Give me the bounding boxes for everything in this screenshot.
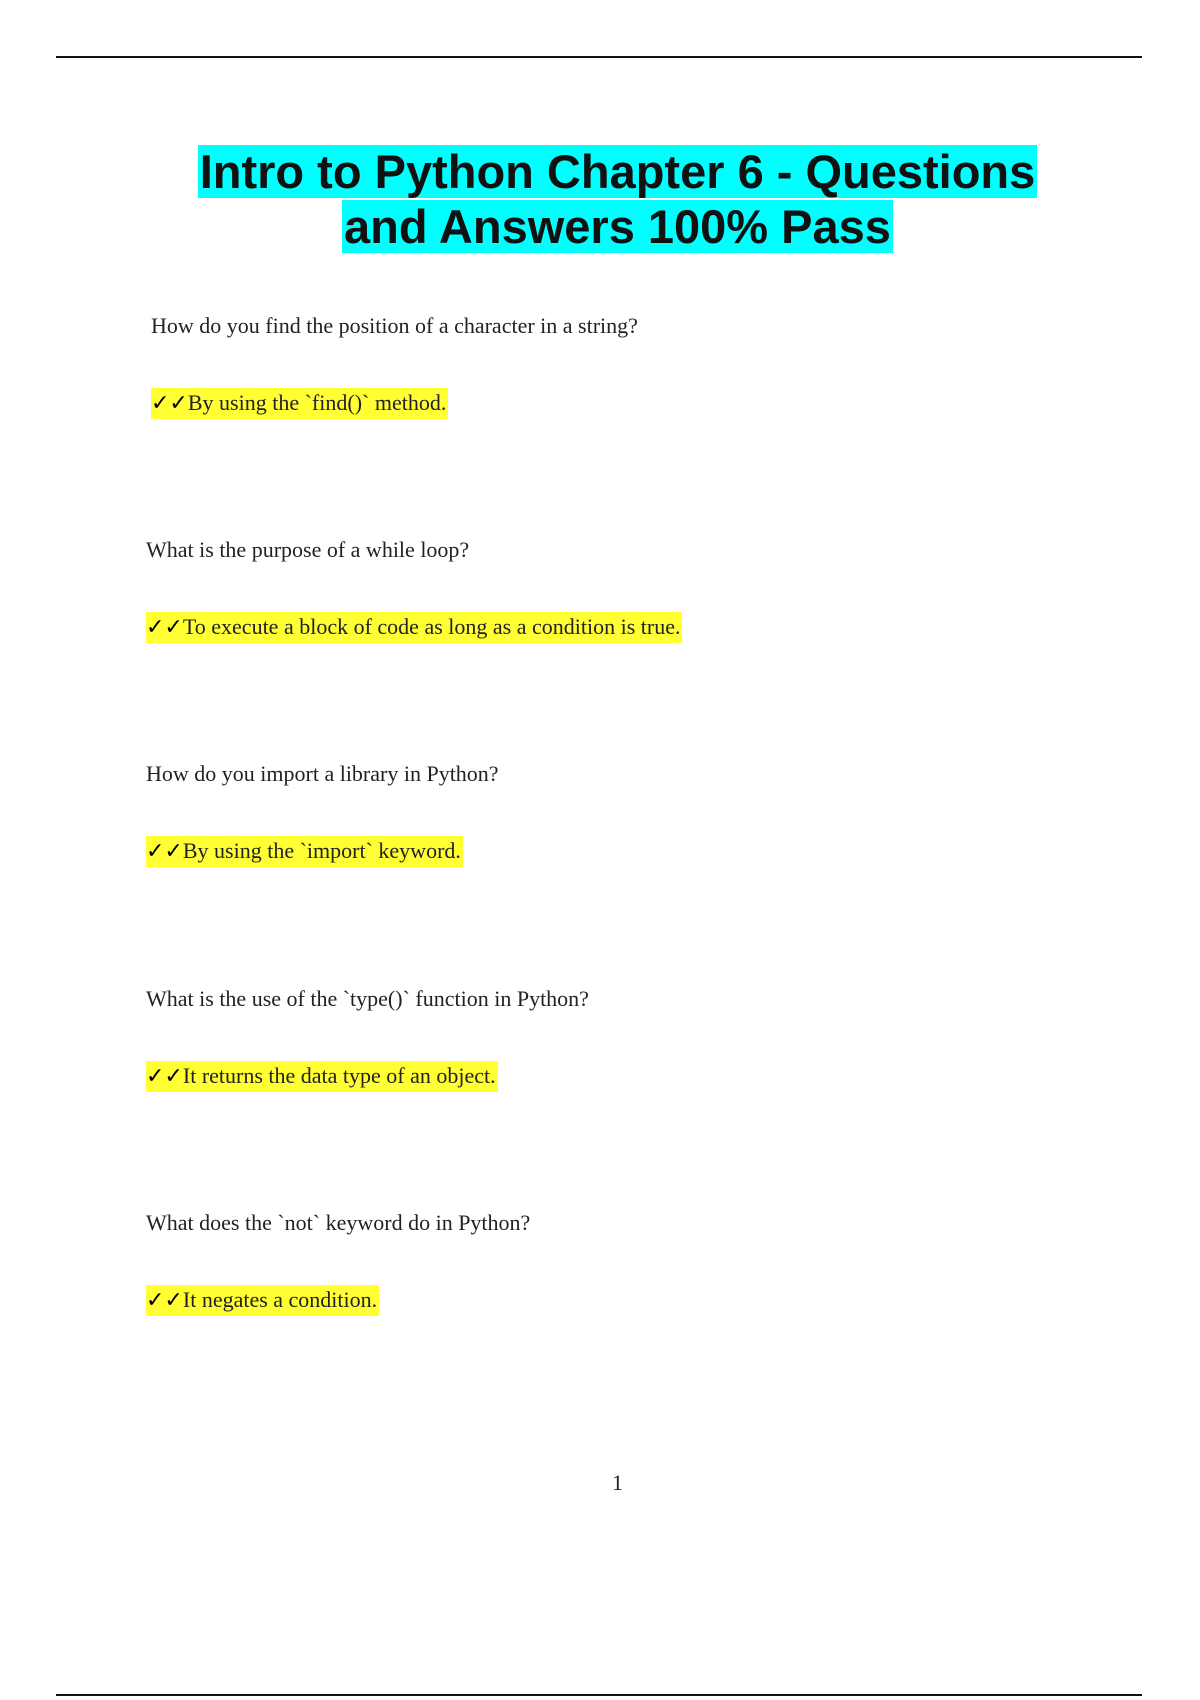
answer-text: It returns the data type of an object. bbox=[182, 1063, 496, 1088]
answer-text-highlighted bbox=[146, 1285, 379, 1316]
answer-text-highlighted bbox=[146, 836, 463, 867]
title-line-2: and Answers 100% Pass bbox=[344, 200, 891, 253]
answer-text: By using the `find()` method. bbox=[187, 390, 447, 415]
qa-item-2 bbox=[146, 536, 1126, 640]
answer-text-highlighted bbox=[146, 612, 682, 643]
question-text: What does the `not` keyword do in Python? bbox=[146, 1210, 531, 1235]
answer-text-highlighted bbox=[151, 388, 448, 419]
qa-item-4 bbox=[146, 985, 1126, 1089]
answer-text: To execute a block of code as long as a condition is true. bbox=[182, 614, 681, 639]
answer-text: It negates a condition. bbox=[182, 1287, 378, 1312]
double-check-icon: ✓✓ bbox=[146, 839, 183, 864]
question-text: How do you find the position of a character in a string? bbox=[151, 313, 638, 338]
header-rule bbox=[56, 56, 1142, 58]
question-text: What is the purpose of a while loop? bbox=[146, 537, 470, 562]
title-line-1: Intro to Python Chapter 6 - Questions bbox=[199, 145, 1036, 198]
double-check-icon: ✓✓ bbox=[146, 1064, 183, 1089]
qa-item-1 bbox=[151, 312, 1131, 416]
answer-text: By using the `import` keyword. bbox=[182, 838, 461, 863]
page-number: 1 bbox=[612, 1470, 623, 1495]
question-text: How do you import a library in Python? bbox=[146, 761, 499, 786]
footer-rule bbox=[56, 1694, 1142, 1696]
double-check-icon: ✓✓ bbox=[151, 391, 188, 416]
double-check-icon: ✓✓ bbox=[146, 1288, 183, 1313]
document-title bbox=[0, 144, 1200, 254]
question-text: What is the use of the `type()` function in Python? bbox=[146, 986, 589, 1011]
qa-item-3 bbox=[146, 760, 1126, 864]
double-check-icon: ✓✓ bbox=[146, 615, 183, 640]
qa-item-5 bbox=[146, 1209, 1126, 1313]
answer-text-highlighted bbox=[146, 1061, 498, 1092]
